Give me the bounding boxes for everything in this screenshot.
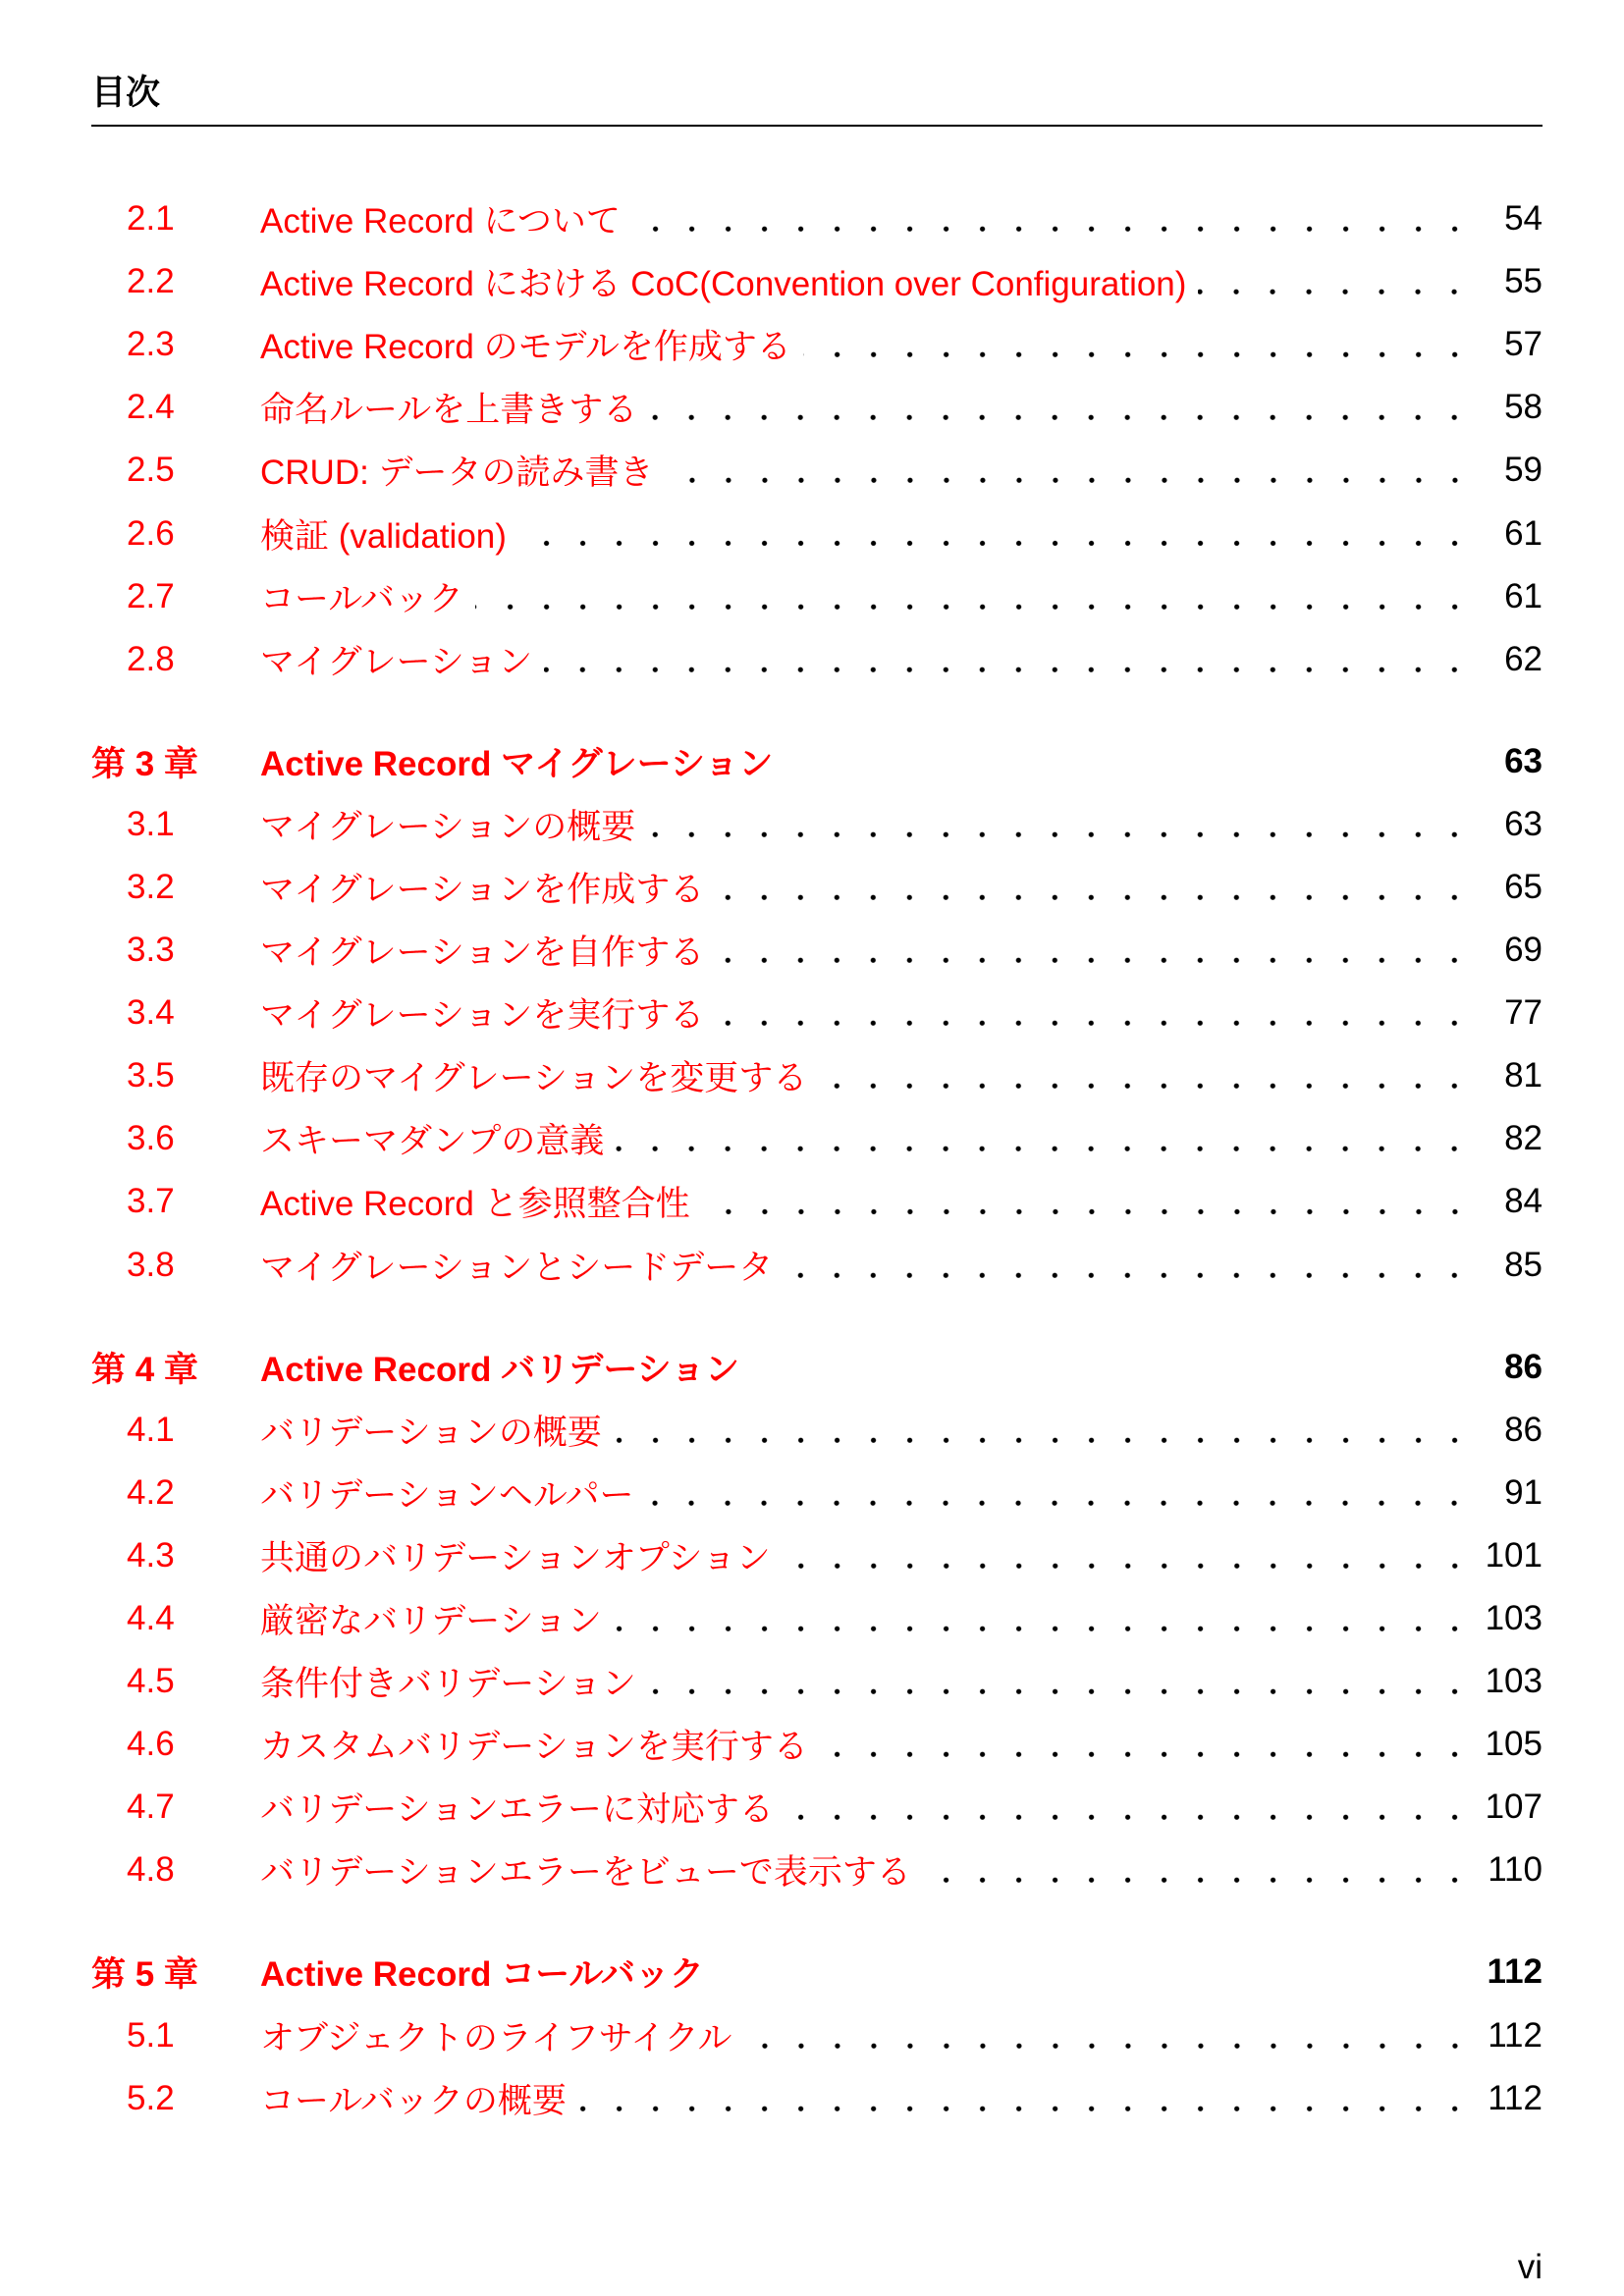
toc-entry[interactable] (91, 187, 1543, 250)
dot-leader (648, 1650, 1473, 1713)
dot-leader (785, 1776, 1473, 1839)
section-number[interactable]: 2.6 (127, 513, 175, 553)
section-title[interactable]: 検証 (validation) (260, 516, 507, 556)
dot-leader (702, 1170, 1473, 1233)
page-number: 105 (1485, 1725, 1543, 1764)
section-title[interactable]: マイグレーションを作成する (260, 870, 705, 909)
chapter-entry[interactable] (91, 1336, 1543, 1399)
page-number: 77 (1504, 993, 1543, 1033)
toc-entry[interactable] (91, 502, 1543, 564)
section-title[interactable]: 命名ルールを上書きする (260, 391, 638, 430)
toc-entry[interactable] (91, 439, 1543, 502)
section-number[interactable]: 4.8 (127, 1850, 175, 1890)
dot-leader (819, 1044, 1473, 1107)
toc-entry[interactable] (91, 1839, 1543, 1901)
chapter-title[interactable]: Active Record バリデーション (260, 1350, 739, 1389)
section-title[interactable]: 厳密なバリデーション (260, 1602, 602, 1641)
chapter-label[interactable]: 第 4 章 (91, 1350, 198, 1389)
table-of-contents (91, 187, 1543, 2130)
section-number[interactable]: 4.2 (127, 1472, 175, 1512)
section-title[interactable]: マイグレーション (260, 642, 533, 681)
toc-entry[interactable] (91, 1399, 1543, 1462)
page-number: 54 (1504, 199, 1543, 239)
chapter-label[interactable]: 第 3 章 (91, 744, 198, 783)
header-rule (91, 125, 1543, 127)
chapter-spacer (704, 1941, 1473, 2003)
toc-entry[interactable] (91, 1044, 1543, 1107)
dot-leader (475, 565, 1473, 628)
page-number: 81 (1504, 1056, 1543, 1095)
section-number[interactable]: 2.5 (127, 451, 175, 490)
toc-entry[interactable] (91, 1462, 1543, 1524)
toc-entry[interactable] (91, 2004, 1543, 2067)
dot-leader (744, 2004, 1473, 2067)
section-number[interactable]: 5.2 (127, 2078, 175, 2117)
section-number[interactable]: 3.7 (127, 1182, 175, 1221)
section-number[interactable]: 2.2 (127, 262, 175, 301)
dot-leader (716, 919, 1473, 982)
chapter-page-number: 63 (1504, 741, 1543, 780)
chapter-label[interactable]: 第 5 章 (91, 1955, 198, 1995)
dot-leader (614, 1399, 1473, 1462)
page-number: 69 (1504, 931, 1543, 970)
toc-entry[interactable] (91, 1776, 1543, 1839)
section-title[interactable]: マイグレーションを実行する (260, 996, 705, 1036)
page-number: 61 (1504, 513, 1543, 553)
section-number[interactable]: 2.1 (127, 199, 175, 239)
chapter-spacer (739, 1336, 1473, 1399)
page-number: 65 (1504, 867, 1543, 906)
dot-leader (518, 502, 1473, 564)
dot-leader (666, 439, 1473, 502)
section-title[interactable]: マイグレーションを自作する (260, 934, 705, 973)
chapter-entry[interactable] (91, 730, 1543, 793)
section-title[interactable]: 既存のマイグレーションを変更する (260, 1059, 808, 1098)
section-title[interactable]: カスタムバリデーションを実行する (260, 1728, 808, 1767)
toc-entry[interactable] (91, 793, 1543, 856)
page-number: 103 (1485, 1599, 1543, 1638)
toc-entry[interactable] (91, 2067, 1543, 2130)
section-title[interactable]: Active Record と参照整合性 (260, 1185, 690, 1224)
section-number[interactable]: 4.6 (127, 1725, 175, 1764)
chapter-page-number: 112 (1487, 1952, 1543, 1992)
page-header-title: 目次 (91, 74, 161, 112)
toc-entry[interactable] (91, 376, 1543, 439)
section-number[interactable]: 3.3 (127, 931, 175, 970)
section-number[interactable]: 2.4 (127, 388, 175, 427)
chapter-spacer (773, 730, 1473, 793)
toc-entry[interactable] (91, 982, 1543, 1044)
section-title[interactable]: スキーマダンプの意義 (260, 1122, 605, 1161)
page-number: 57 (1504, 325, 1543, 364)
dot-leader (544, 628, 1473, 691)
section-title[interactable]: コールバック (260, 579, 463, 618)
footer-page-number: vi (1517, 2248, 1543, 2286)
page-number: 62 (1504, 639, 1543, 678)
page-number: 61 (1504, 576, 1543, 615)
toc-entry[interactable] (91, 856, 1543, 919)
section-number[interactable]: 3.1 (127, 804, 175, 843)
page-number: 101 (1485, 1535, 1543, 1575)
toc-entry[interactable] (91, 1234, 1543, 1297)
page-number: 85 (1504, 1245, 1543, 1284)
section-number[interactable]: 3.2 (127, 867, 175, 906)
section-title[interactable]: バリデーションヘルパー (260, 1475, 634, 1515)
section-title[interactable]: Active Record について (260, 202, 621, 241)
section-number[interactable]: 4.3 (127, 1535, 175, 1575)
page-number: 84 (1504, 1182, 1543, 1221)
toc-entry[interactable] (91, 313, 1543, 376)
page-number: 112 (1488, 2015, 1543, 2055)
dot-leader (716, 982, 1473, 1044)
chapter-entry[interactable] (91, 1941, 1543, 2003)
section-title[interactable]: Active Record における CoC(Convention over Configuration) (260, 265, 1187, 304)
page-number: 58 (1504, 388, 1543, 427)
toc-entry[interactable] (91, 628, 1543, 691)
dot-leader (1198, 250, 1473, 313)
section-title[interactable]: コールバックの概要 (260, 2081, 567, 2120)
section-title[interactable]: バリデーションエラーをビューで表示する (260, 1853, 911, 1893)
section-number[interactable]: 2.8 (127, 639, 175, 678)
section-title[interactable]: マイグレーションとシードデータ (260, 1248, 774, 1287)
section-number[interactable]: 3.4 (127, 993, 175, 1033)
dot-leader (803, 313, 1473, 376)
page-number: 110 (1488, 1850, 1543, 1890)
dot-leader (578, 2067, 1473, 2130)
dot-leader (616, 1107, 1473, 1170)
section-number[interactable]: 4.7 (127, 1788, 175, 1827)
section-title[interactable]: 条件付きバリデーション (260, 1665, 636, 1704)
page-number: 59 (1504, 451, 1543, 490)
toc-entry[interactable] (91, 565, 1543, 628)
section-title[interactable]: オブジェクトのライフサイクル (260, 2018, 732, 2057)
section-title[interactable]: マイグレーションの概要 (260, 807, 636, 846)
toc-entry[interactable] (91, 1170, 1543, 1233)
toc-entry[interactable] (91, 250, 1543, 313)
dot-leader (632, 187, 1473, 250)
section-number[interactable]: 2.3 (127, 325, 175, 364)
section-number[interactable]: 2.7 (127, 576, 175, 615)
toc-entry[interactable] (91, 1107, 1543, 1170)
section-title[interactable]: CRUD: データの読み書き (260, 454, 654, 493)
dot-leader (820, 1713, 1473, 1776)
dot-leader (649, 376, 1473, 439)
section-number[interactable]: 4.5 (127, 1662, 175, 1701)
page-number: 107 (1485, 1788, 1543, 1827)
dot-leader (716, 856, 1473, 919)
section-title[interactable]: Active Record のモデルを作成する (260, 328, 791, 367)
dot-leader (647, 793, 1473, 856)
toc-entry[interactable] (91, 1524, 1543, 1587)
section-title[interactable]: 共通のバリデーションオプション (260, 1538, 771, 1577)
section-number[interactable]: 3.6 (127, 1119, 175, 1158)
dot-leader (614, 1587, 1473, 1650)
section-number[interactable]: 4.4 (127, 1599, 175, 1638)
page-number: 55 (1504, 262, 1543, 301)
dot-leader (645, 1462, 1473, 1524)
chapter-title[interactable]: Active Record マイグレーション (260, 744, 774, 783)
chapter-page-number: 86 (1504, 1347, 1543, 1386)
page-number: 63 (1504, 804, 1543, 843)
page-number: 82 (1504, 1119, 1543, 1158)
toc-entry[interactable] (91, 919, 1543, 982)
page-number: 103 (1485, 1662, 1543, 1701)
section-number[interactable]: 3.8 (127, 1245, 175, 1284)
dot-leader (783, 1524, 1473, 1587)
page-number: 112 (1488, 2078, 1543, 2117)
dot-leader (923, 1839, 1473, 1901)
section-number[interactable]: 4.1 (127, 1410, 175, 1449)
section-title[interactable]: バリデーションの概要 (260, 1413, 602, 1452)
section-number[interactable]: 3.5 (127, 1056, 175, 1095)
section-title[interactable]: バリデーションエラーに対応する (260, 1790, 774, 1830)
toc-entry[interactable] (91, 1650, 1543, 1713)
chapter-title[interactable]: Active Record コールバック (260, 1955, 704, 1995)
toc-entry[interactable] (91, 1587, 1543, 1650)
page-number: 91 (1504, 1472, 1543, 1512)
toc-entry[interactable] (91, 1713, 1543, 1776)
page-number: 86 (1504, 1410, 1543, 1449)
section-number[interactable]: 5.1 (127, 2015, 175, 2055)
dot-leader (785, 1234, 1473, 1297)
